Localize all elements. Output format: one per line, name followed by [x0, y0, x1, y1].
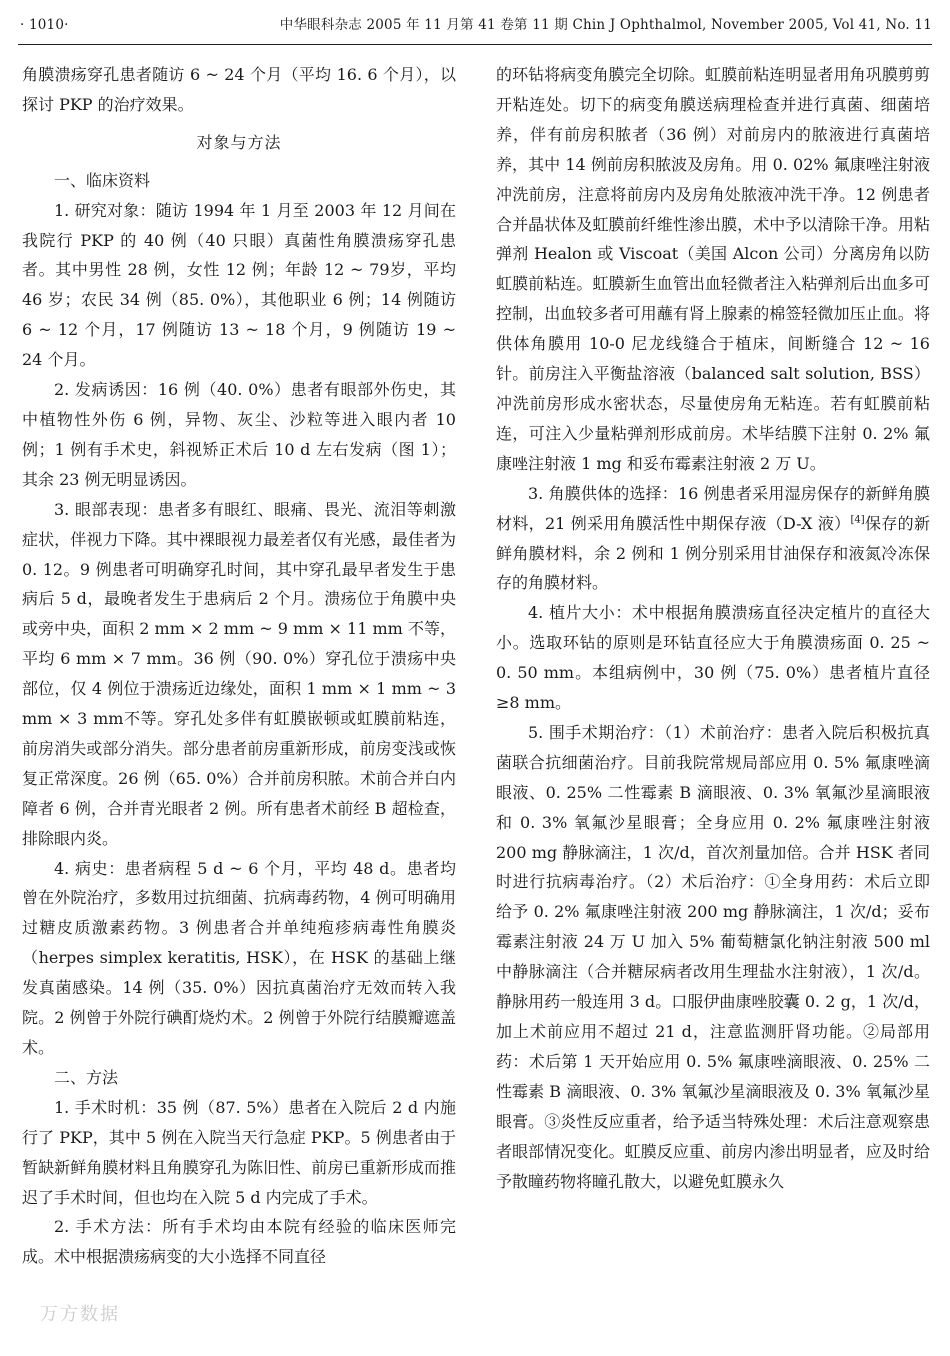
- donor-selection-text-a: 3. 角膜供体的选择：16 例患者采用湿房保存的新鲜角膜材料，21 例采用角膜活性中期保存液（D-X 液）: [496, 483, 930, 533]
- reference-marker[interactable]: [4]: [850, 514, 865, 526]
- right-column: [496, 60, 930, 1196]
- paragraph-surgery-method-continued: 的环钻将病变角膜完全切除。虹膜前粘连明显者用角巩膜剪剪开粘连处。切下的病变角膜送病理检查并进行真菌、细菌培养，伴有前房积脓者（36 例）对前房内的脓液进行真菌培养，其中 14 例前房积脓波及房角。用 0. 02% 氟康唑注射液冲洗前房，注意将前房内及房角处脓液冲洗干净。12 例患者合并晶状体及虹膜前纤维性渗出膜，术中予以清除干净。用粘弹剂 Healon 或 Viscoat（美国 Alcon 公司）分离房角以防虹膜前粘连。虹膜新生血管出血轻微者注入粘弹剂后出血多可控制，出血较多者可用蘸有肾上腺素的棉签轻微加压止血。将供体角膜用 10-0 尼龙线缝合于植床，间断缝合 12 ~ 16 针。前房注入平衡盐溶液（balanced salt solution, BSS）冲洗前房形成水密状态，尽量使房角无粘连。若有虹膜前粘连，可注入少量粘弹剂形成前房。术毕结膜下注射 0. 2% 氟康唑注射液 1 mg 和妥布霉素注射液 2 万 U。: [496, 65, 930, 473]
- donor-selection-text-b: 保存的新鲜角膜材料，余 2 例和 1 例分别采用甘油保存和液氮冷冻保存的角膜材料。: [496, 513, 930, 593]
- subheading-clinical-data: 一、临床资料: [54, 170, 151, 190]
- paragraph-perioperative-treatment: 5. 围手术期治疗：（1）术前治疗：患者入院后积极抗真菌联合抗细菌治疗。目前我院常规局部应用 0. 5% 氟康唑滴眼液、0. 25% 二性霉素 B 滴眼液、0. 3% 氧氟沙星滴眼液和 0. 3% 氧氟沙星眼膏；全身应用 0. 2% 氟康唑注射液 200 mg 静脉滴注，1 次/d，首次剂量加倍。合并 HSK 者同时进行抗病毒治疗。（2）术后治疗：①全身用药：术后立即给予 0. 2% 氟康唑注射液 200 mg 静脉滴注，1 次/d；妥布霉素注射液 24 万 U 加入 5% 葡萄糖氯化钠注射液 500 ml 中静脉滴注（合并糖尿病者改用生理盐水注射液），1 次/d。静脉用药一般连用 3 d。口服伊曲康唑胶囊 0. 2 g，1 次/d，加上术前应用不超过 21 d，注意监测肝肾功能。②局部用药：术后第 1 天开始应用 0. 5% 氟康唑滴眼液、0. 25% 二性霉素 B 滴眼液、0. 3% 氧氟沙星滴眼液及 0. 3% 氧氟沙星眼膏。③炎性反应重者，给予适当特殊处理：术后注意观察患者眼部情况变化。虹膜反应重、前房内渗出明显者，应及时给予散瞳药物将瞳孔散大，以避免虹膜永久: [496, 722, 930, 1191]
- journal-citation: 中华眼科杂志 2005 年 11 月第 41 卷第 11 期 Chin J Ophthalmol, November 2005, Vol 41, No. 11: [279, 17, 932, 33]
- header-rule: [18, 44, 932, 45]
- paragraph-causes: 2. 发病诱因：16 例（40. 0%）患者有眼部外伤史，其中植物性外伤 6 例，异物、灰尘、沙粒等进入眼内者 10 例；1 例有手术史，斜视矫正术后 10 d 左右发病（图 1）；其余 23 例无明显诱因。: [22, 380, 456, 489]
- running-header: [18, 10, 932, 40]
- intro-paragraph: 角膜溃疡穿孔患者随访 6 ~ 24 个月（平均 16. 6 个月），以探讨 PKP 的治疗效果。: [22, 65, 456, 114]
- section-heading-methods: 对象与方法: [196, 132, 282, 152]
- paragraph-ocular-findings: 3. 眼部表现：患者多有眼红、眼痛、畏光、流泪等刺激症状，伴视力下降。其中裸眼视力最差者仅有光感，最佳者为 0. 12。9 例患者可明确穿孔时间，其中穿孔最早者发生于患病后 5 d，最晚者发生于患病后 2 个月。溃疡位于角膜中央或旁中央，面积 2 mm × 2 mm ~ 9 mm × 11 mm 不等，平均 6 mm × 7 mm。36 例（90. 0%）穿孔位于溃疡中央部位，仅 4 例位于溃疡近边缘处，面积 1 mm × 1 mm ~ 3 mm × 3 mm不等。穿孔处多伴有虹膜嵌顿或虹膜前粘连，前房消失或部分消失。部分患者前房重新形成，前房变浅或恢复正常深度。26 例（65. 0%）合并前房积脓。术前合并白内障者 6 例，合并青光眼者 2 例。所有患者术前经 B 超检查，排除眼内炎。: [22, 499, 456, 848]
- paragraph-history: 4. 病史：患者病程 5 d ~ 6 个月，平均 48 d。患者均曾在外院治疗，多数用过抗细菌、抗病毒药物，4 例可明确用过糖皮质激素药物。3 例患者合并单纯疱疹病毒性角膜炎（herpes simplex keratitis, HSK），在 HSK 的基础上继发真菌感染。14 例（35. 0%）因抗真菌治疗无效而转入我院。2 例曾于外院行碘酊烧灼术。2 例曾于外院行结膜瓣遮盖术。: [22, 858, 456, 1057]
- paragraph-surgery-timing: 1. 手术时机：35 例（87. 5%）患者在入院后 2 d 内施行了 PKP，其中 5 例在入院当天行急症 PKP。5 例患者由于暂缺新鲜角膜材料且角膜穿孔为陈旧性、前房已重新形成而推迟了手术时间，但也均在入院 5 d 内完成了手术。: [22, 1097, 456, 1207]
- paragraph-surgery-method: 2. 手术方法：所有手术均由本院有经验的临床医师完成。术中根据溃疡病变的大小选择不同直径: [22, 1217, 456, 1267]
- page-number: · 1010·: [20, 17, 69, 33]
- paragraph-graft-size: 4. 植片大小：术中根据角膜溃疡直径决定植片的直径大小。选取环钻的原则是环钻直径应大于角膜溃疡面 0. 25 ~ 0. 50 mm。本组病例中，30 例（75. 0%）患者植片直径≥8 mm。: [496, 603, 930, 713]
- paragraph-donor-selection: [496, 479, 930, 599]
- paragraph-study-subjects: 1. 研究对象：随访 1994 年 1 月至 2003 年 12 月间在我院行 PKP 的 40 例（40 只眼）真菌性角膜溃疡穿孔患者。其中男性 28 例，女性 12 例；年龄 12 ~ 79岁，平均 46 岁；农民 34 例（85. 0%），其他职业 6 例；14 例随访 6 ~ 12 个月，17 例随访 13 ~ 18 个月，9 例随访 19 ~ 24 个月。: [22, 200, 456, 370]
- subheading-methods: 二、方法: [54, 1067, 119, 1087]
- watermark: 万方数据: [40, 1304, 120, 1325]
- left-column: [22, 60, 456, 1272]
